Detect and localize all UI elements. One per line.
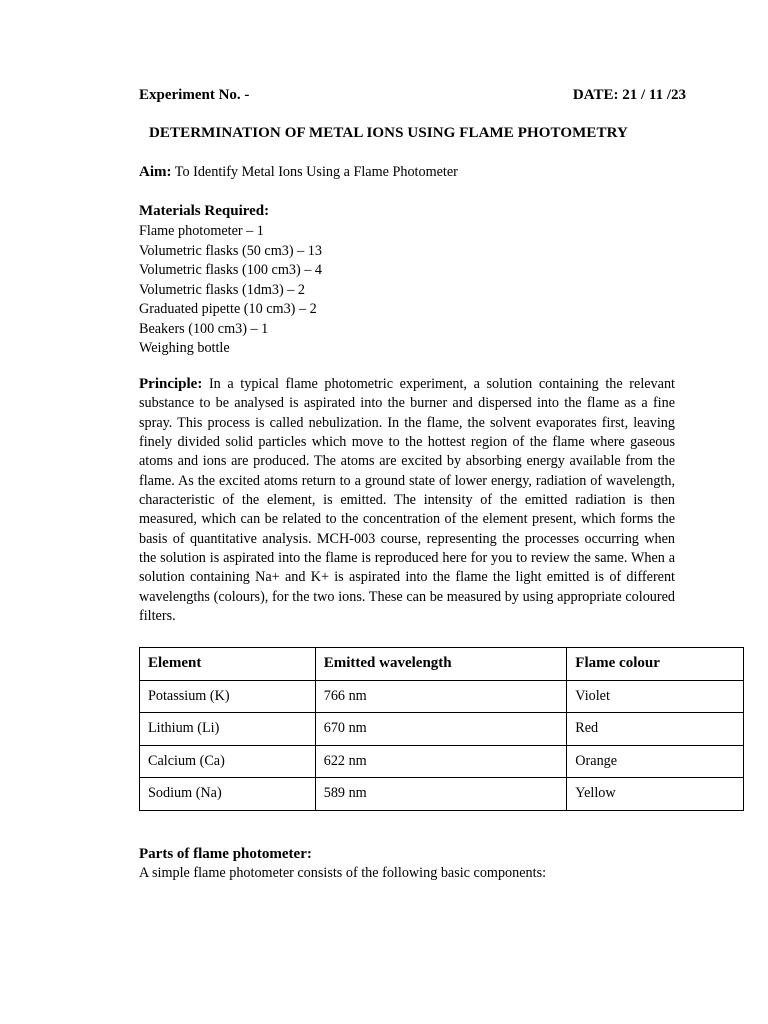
principle-label: Principle: xyxy=(139,376,203,392)
list-item: Volumetric flasks (50 cm3) – 13 xyxy=(139,242,322,259)
experiment-number: Experiment No. - xyxy=(139,87,250,103)
materials-heading: Materials Required: xyxy=(139,203,270,219)
table-cell: Yellow xyxy=(567,778,744,811)
table-cell: 670 nm xyxy=(315,713,567,746)
list-item: Volumetric flasks (1dm3) – 2 xyxy=(139,281,306,298)
list-item: Flame photometer – 1 xyxy=(139,223,264,239)
materials-list xyxy=(139,222,322,359)
table-cell: 589 nm xyxy=(315,778,567,811)
table-header-row xyxy=(140,648,744,681)
aim-label: Aim: xyxy=(139,164,172,180)
table-row xyxy=(140,713,744,746)
table-cell: Lithium (Li) xyxy=(140,713,316,746)
table-cell: 766 nm xyxy=(315,680,567,713)
table-row xyxy=(140,745,744,778)
table-cell: Red xyxy=(567,713,744,746)
parts-heading: Parts of flame photometer: xyxy=(139,846,312,862)
page-title: DETERMINATION OF METAL IONS USING FLAME PHOTOMETRY xyxy=(149,125,628,141)
experiment-date: DATE: 21 / 11 /23 xyxy=(572,87,686,103)
column-header: Flame colour xyxy=(567,648,744,681)
table-row xyxy=(140,680,744,713)
aim-paragraph xyxy=(139,164,458,181)
table-cell: Potassium (K) xyxy=(140,680,316,713)
aim-text: To Identify Metal Ions Using a Flame Photometer xyxy=(171,164,458,180)
list-item: Volumetric flasks (100 cm3) – 4 xyxy=(139,262,322,278)
table-cell: Orange xyxy=(567,745,744,778)
column-header: Emitted wavelength xyxy=(315,648,567,681)
list-item: Weighing bottle xyxy=(139,340,230,356)
header-row xyxy=(139,87,686,104)
table-cell: Sodium (Na) xyxy=(140,778,316,811)
list-item: Graduated pipette (10 cm3) – 2 xyxy=(139,301,317,317)
table-cell: Violet xyxy=(567,680,744,713)
principle-paragraph xyxy=(139,375,675,626)
table-cell: 622 nm xyxy=(315,745,567,778)
elements-table xyxy=(139,647,744,811)
list-item: Beakers (100 cm3) – 1 xyxy=(139,320,269,337)
column-header: Element xyxy=(140,648,316,681)
principle-text: In a typical flame photometric experiment, a solution containing the relevant substance to be analysed is aspirated into the burner and dispersed into the flame as a fine spray. This process is called nebulization. In the flame, the solvent evaporates first, leaving finely divided solid particles which move to the hottest region of the flame where gaseous atoms and ions are produced. The atoms are excited by absorbing energy available from the flame. As the excited atoms return to a ground state of lower energy, radiation of wavelength, characteristic of the element, is emitted. The intensity of the emitted radiation is then measured, which can be related to the concentration of the element present, which forms the basis of quantitative analysis. MCH-003 course, representing the processes occurring when the solution is aspirated into the flame is reproduced here for you to review the same. When a solution containing Na+ and K+ is aspirated into the flame the light emitted is of different wavelengths (colours), for the two ions. These can be measured by using appropriate coloured filters. xyxy=(139,376,675,625)
table-cell: Calcium (Ca) xyxy=(140,745,316,778)
table-row xyxy=(140,778,744,811)
parts-text: A simple flame photometer consists of the following basic components: xyxy=(139,865,547,881)
